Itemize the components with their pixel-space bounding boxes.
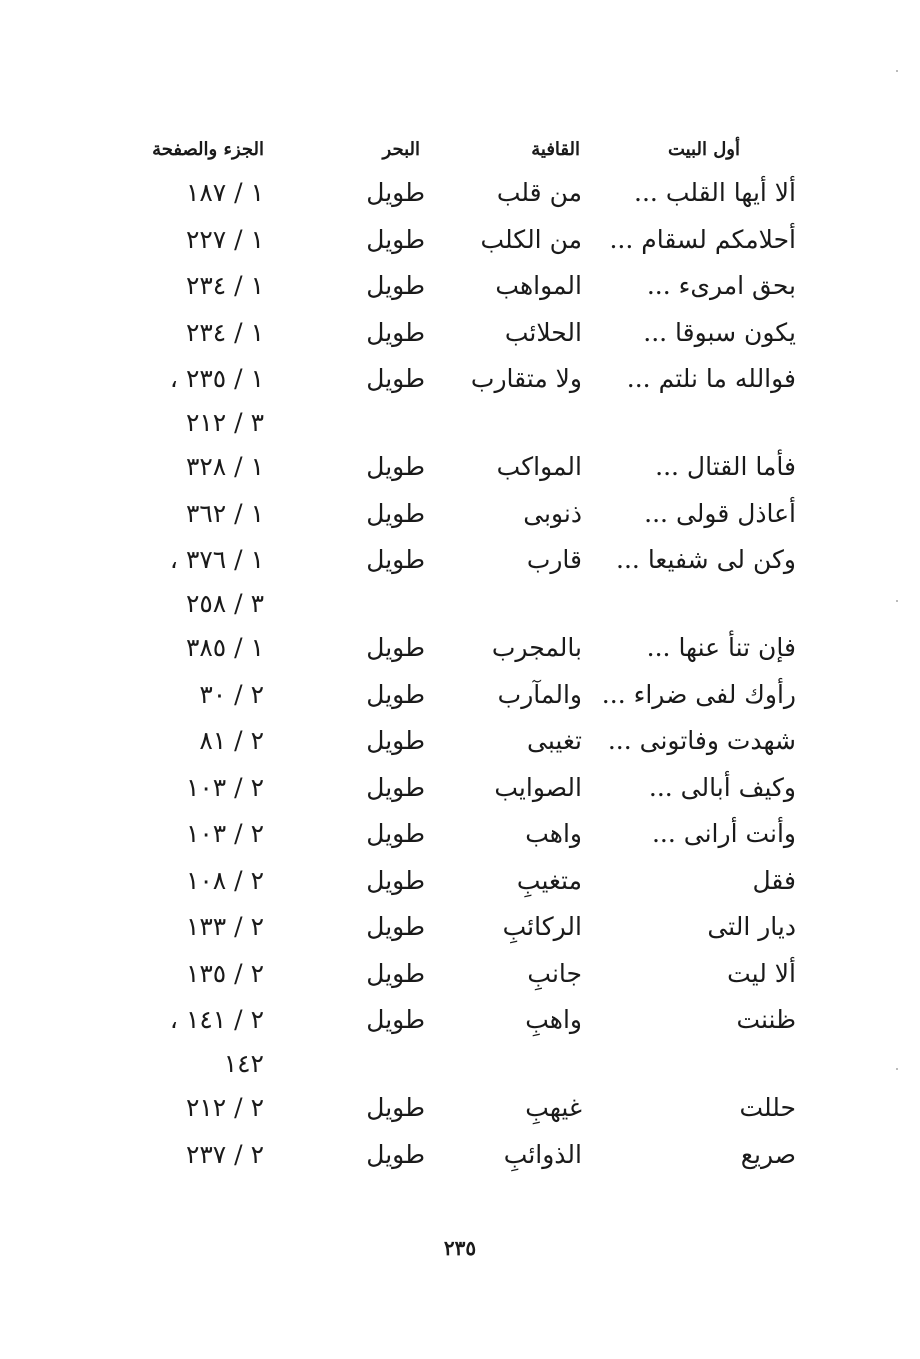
rhyme-cell: الحلائب (504, 317, 582, 347)
table-row (120, 910, 810, 957)
verse-index-table (120, 132, 810, 1184)
volume-page-ref: ٢ / ١٠٣ (185, 819, 264, 848)
volume-page-ref: ٣ / ٢٥٨ (185, 589, 264, 618)
verse-start-cell: شهدت وفاتونى ... (607, 726, 796, 755)
table-row (120, 1138, 810, 1185)
volume-page-ref: ١ / ٢٢٧ (185, 224, 264, 254)
rhyme-cell: تغيبى (527, 726, 582, 755)
table-row (120, 817, 810, 864)
rhyme-cell: المواكب (496, 452, 582, 481)
meter-cell: طويل (366, 1139, 425, 1169)
meter-cell: طويل (366, 498, 425, 528)
verse-start-cell: ألا ليت (727, 958, 796, 988)
volume-page-cell (186, 910, 264, 944)
volume-page-cell (186, 771, 264, 805)
table-header (120, 132, 810, 176)
meter-cell: طويل (366, 271, 425, 300)
volume-page-cell (186, 1138, 264, 1172)
verse-start-cell: أعاذل قولى ... (644, 498, 796, 528)
volume-page-cell (170, 362, 264, 440)
rhyme-cell: جانبِ (527, 958, 582, 988)
volume-page-ref: ١ / ٢٣٥ ، (169, 364, 264, 393)
volume-page-cell (186, 223, 264, 257)
meter-cell: طويل (366, 958, 425, 988)
rhyme-cell: المواهب (495, 271, 582, 300)
volume-page-ref: ١ / ١٨٧ (185, 178, 264, 207)
table-row (120, 1091, 810, 1138)
rhyme-cell: قارب (526, 545, 582, 574)
meter-cell: طويل (366, 633, 425, 662)
volume-page-cell (170, 1003, 264, 1081)
verse-start-cell: وكيف أبالى ... (648, 772, 796, 802)
header-volume-page: الجزء والصفحة (152, 139, 264, 160)
table-row (120, 316, 810, 363)
verse-start-cell: أحلامكم لسقام ... (609, 224, 796, 254)
rhyme-cell: ذنوبى (523, 498, 582, 528)
meter-cell: طويل (366, 452, 425, 481)
margin-speck (896, 1068, 898, 1070)
meter-cell: طويل (366, 679, 425, 709)
rhyme-cell: والمآرب (497, 679, 582, 709)
verse-start-cell: ديار التى (707, 912, 796, 941)
verse-start-cell: وأنت أرانى ... (651, 819, 796, 848)
table-row (120, 631, 810, 678)
verse-start-cell: رأوك لفى ضراء ... (601, 679, 796, 709)
volume-page-ref: ١ / ٣٦٢ (185, 498, 264, 528)
meter-cell: طويل (366, 178, 425, 207)
table-row (120, 497, 810, 544)
volume-page-cell (186, 450, 264, 484)
meter-cell: طويل (366, 317, 425, 347)
volume-page-cell (186, 316, 264, 350)
volume-page-ref: ٢ / ١٠٨ (185, 865, 264, 895)
volume-page-cell (199, 724, 264, 758)
verse-start-cell: ظننت (736, 1005, 796, 1034)
table-row (120, 543, 810, 631)
volume-page-ref: ٢ / ٢٣٧ (185, 1139, 264, 1169)
table-body (120, 176, 810, 1184)
verse-start-cell: بحق امرىء ... (646, 271, 796, 300)
meter-cell: طويل (366, 865, 425, 895)
volume-page-ref: ١٤٢ (223, 1049, 264, 1078)
meter-cell: طويل (366, 364, 425, 393)
verse-start-cell: فإن تنأ عنها ... (646, 633, 796, 662)
volume-page-cell (199, 678, 264, 712)
volume-page-ref: ١ / ٣٧٦ ، (169, 545, 264, 574)
volume-page-ref: ١ / ٢٣٤ (185, 271, 264, 300)
verse-start-cell: يكون سبوقا ... (643, 317, 796, 347)
table-row (120, 269, 810, 316)
rhyme-cell: من الكلب (480, 224, 582, 254)
margin-speck (896, 70, 898, 72)
margin-speck (896, 600, 898, 602)
volume-page-ref: ١ / ٢٣٤ (185, 317, 264, 347)
volume-page-ref: ٢ / ١٣٥ (185, 958, 264, 988)
verse-start-cell: فوالله ما نلتم ... (626, 364, 796, 393)
volume-page-ref: ٢ / ١٤١ ، (169, 1005, 264, 1034)
table-row (120, 724, 810, 771)
verse-start-cell: فقل (752, 865, 796, 895)
rhyme-cell: متغيبِ (516, 865, 582, 895)
meter-cell: طويل (366, 912, 425, 941)
meter-cell: طويل (366, 1005, 425, 1034)
table-row (120, 450, 810, 497)
table-row (120, 176, 810, 223)
meter-cell: طويل (366, 726, 425, 755)
volume-page-cell (186, 631, 264, 665)
verse-start-cell: وكن لى شفيعا ... (616, 545, 796, 574)
volume-page-cell (186, 864, 264, 898)
meter-cell: طويل (366, 545, 425, 574)
rhyme-cell: الصوايب (494, 772, 582, 802)
rhyme-cell: بالمجرب (491, 633, 582, 662)
volume-page-cell (186, 817, 264, 851)
meter-cell: طويل (366, 224, 425, 254)
table-row (120, 1003, 810, 1091)
rhyme-cell: من قلب (496, 178, 582, 207)
volume-page-ref: ٣ / ٢١٢ (185, 408, 264, 437)
volume-page-ref: ١ / ٣٨٥ (185, 633, 264, 662)
rhyme-cell: الذوائبِ (503, 1139, 582, 1169)
verse-start-cell: حللت (739, 1093, 796, 1122)
volume-page-cell (186, 1091, 264, 1125)
volume-page-cell (186, 957, 264, 991)
meter-cell: طويل (366, 819, 425, 848)
rhyme-cell: واهب (525, 819, 582, 848)
volume-page-cell (170, 543, 264, 621)
verse-start-cell: صريع (740, 1139, 796, 1169)
table-row (120, 362, 810, 450)
meter-cell: طويل (366, 772, 425, 802)
meter-cell: طويل (366, 1093, 425, 1122)
table-row (120, 864, 810, 911)
volume-page-ref: ١ / ٣٢٨ (185, 452, 264, 481)
table-row (120, 771, 810, 818)
header-verse-start: أول البيت (667, 139, 740, 160)
volume-page-cell (186, 269, 264, 303)
page-number: ٢٣٥ (443, 1236, 477, 1260)
table-row (120, 678, 810, 725)
volume-page-cell (186, 176, 264, 210)
volume-page-ref: ٢ / ٣٠ (199, 679, 264, 709)
header-rhyme: القافية (531, 139, 580, 160)
volume-page-ref: ٢ / ٢١٢ (185, 1093, 264, 1122)
rhyme-cell: واهبِ (525, 1005, 582, 1034)
verse-start-cell: ألا أيها القلب ... (634, 178, 796, 207)
header-meter: البحر (382, 139, 420, 160)
rhyme-cell: غيهبِ (525, 1093, 582, 1122)
volume-page-ref: ٢ / ١٠٣ (185, 772, 264, 802)
volume-page-ref: ٢ / ٨١ (199, 726, 264, 755)
volume-page-ref: ٢ / ١٣٣ (185, 912, 264, 941)
volume-page-cell (186, 497, 264, 531)
rhyme-cell: ولا متقارب (470, 364, 582, 393)
table-row (120, 957, 810, 1004)
verse-start-cell: فأما القتال ... (655, 452, 796, 481)
table-row (120, 223, 810, 270)
rhyme-cell: الركائبِ (502, 912, 582, 941)
